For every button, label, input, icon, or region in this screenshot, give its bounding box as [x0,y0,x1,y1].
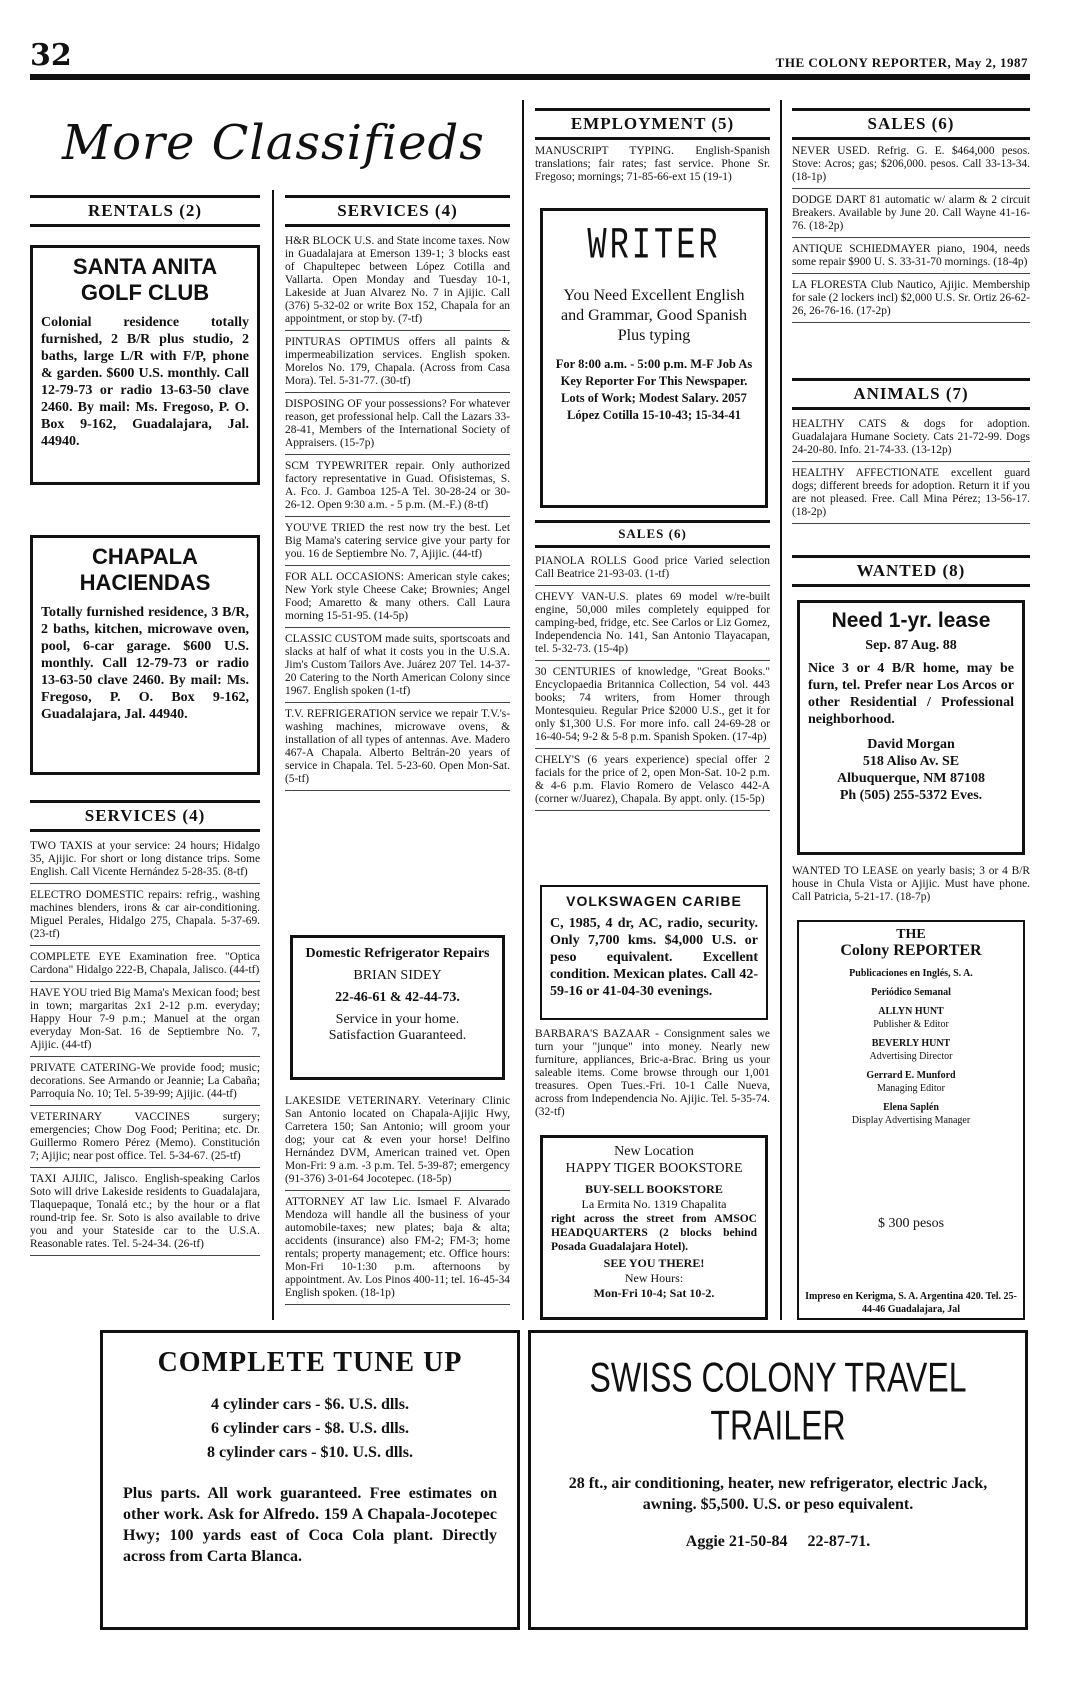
employment-ad: MANUSCRIPT TYPING. English-Spanish translations; fair rates; fast service. Phone Sr. Fregoso; mornings; 71-85-66-ext 15 (19-1) [535,145,770,183]
classified-ad: T.V. REFRIGERATION service we repair T.V.'s-washing machines, microwave ovens, & installation of all types of antennas. Ave. Madero 467-A Chapala. Alberto Beltrán-20 years of service in Chapala. Tel. 5-23-60. Open Mon-Sat. (5-tf) [285,708,510,791]
classified-ad: HAVE YOU tried Big Mama's Mexican food; best in town; margaritas 2x1 2-12 p.m. everyday; Happy Hour 7-9 p.m.; Manuel at the organ everyday Mon-Sat. 16 de Septiembre No. 7, Ajijic. (44-tf) [30,987,260,1057]
sales-head-col3: SALES (6) [535,520,770,548]
fridge-name: BRIAN SIDEY [353,968,442,983]
tiger-l6: SEE YOU THERE! [603,1256,705,1270]
services-list-col2b [285,1095,510,1320]
swiss-title1: SWISS COLONY TRAVEL [589,1353,967,1401]
classified-ad: CHEVY VAN-U.S. plates 69 model w/re-built engine, 50,000 miles completely equipped for camping-bed, fridge, etc. See Carlos or Liz Gomez, Independencia No. 141, San Antonio Tlayacapan, tel. 5-32-73. (15-4p) [535,591,770,661]
classified-ad: PINTURAS OPTIMUS offers all paints & impermeabilization services. English spoken. Morelos No. 179, Chapala. (Across from Casa Mora). Tel. 5-31-77. (30-tf) [285,336,510,393]
classified-ad: HEALTHY AFFECTIONATE excellent guard dogs; different breeds for adoption. Return it if you are not pleased. Free. Call Mina Pérez; 13-56-17. (18-2p) [792,467,1030,524]
lease-ad [797,600,1025,855]
chapala-haciendas-body: Totally furnished residence, 3 B/R, 2 baths, kitchen, microwave oven, pool, 6-car garage. $600 U.S. monthly. Call 12-79-73 or radio 13-63-50 clave 2460. By mail: Ms. Fregoso, P. O. Box 9-162, Guadalajara, Jal. 44940. [41,605,249,722]
tune-line1: 4 cylinder cars - $6. U.S. dlls. [211,1396,409,1413]
lease-title: Need 1-yr. lease [831,609,991,632]
fridge-repair-ad [290,935,505,1080]
bazaar-ad: BARBARA'S BAZAAR - Consignment sales we turn your "junque" into money. Nearly new furniture, appliances, Bric-a-Brac. Bring us your saleable items. Come browse through our 1,001 treasures. Open Tues.-Fri. 10-1 Calle Nueva, across from Independencia No. Ajijic. Tel. 5-35-74. (32-tf) [535,1028,770,1118]
mast-printed: Impreso en Kerigma, S. A. Argentina 420. Tel. 25-44-46 Guadalajara, Jal [805,1291,1017,1315]
mast-elena: Elena Saplén [883,1102,939,1113]
wanted-head: WANTED (8) [792,555,1030,587]
mast-name: Colony REPORTER [840,942,982,959]
volkswagen-ad [540,885,768,1020]
tiger-l4: La Ermita No. 1319 Chapalita [581,1197,727,1211]
classified-ad: DODGE DART 81 automatic w/ alarm & 2 circuit Breakers. Available by June 20. Call Wayne 41-16-76. (18-2p) [792,194,1030,238]
section-title: More Classifieds [62,115,485,171]
lease-phone: Ph (505) 255-5372 Eves. [839,788,983,803]
classified-ad: LAKESIDE VETERINARY. Veterinary Clinic San Antonio located on Chapala-Ajijic Hwy, Carretera 150; San Antonio; will groom your dog; your cat & even your horse! Delfino Hernández DVM, American trained vet. Open Mon-Fri: 9 a.m. -3 p.m. Tel. 5-39-87; emergency (91-376) 3-01-64 Jocotepec. (18-5p) [285,1095,510,1191]
tiger-l3: BUY-SELL BOOKSTORE [585,1182,723,1196]
classified-ad: FOR ALL OCCASIONS: American style cakes; New York style Cheese Cake; Brownies; Angel Food; Amaretto & many others. Call Laura morning 15-51-95. (14-5p) [285,571,510,628]
top-rule [30,74,1030,80]
swiss-colony-ad [528,1330,1028,1630]
mast-allyn-title: Publisher & Editor [873,1019,949,1030]
classified-ad: CHELY'S (6 years experience) special offer 2 facials for the price of 2, open Mon-Sat. 10-2 p.m. & 4-6 p.m. Flavio Romero de Velasco 442-A (corner w/Juarez), Chapala. By appt. only. (15-5p) [535,754,770,811]
rentals-head: RENTALS (2) [30,195,260,227]
classified-ad: DISPOSING OF your possessions? For whatever reason, get professional help. Call the Lazars 33-28-41, Members of the International Society of Appraisers. (15-7p) [285,398,510,455]
fridge-title: Domestic Refrigerator Repairs [305,946,490,961]
santa-anita-body: Colonial residence totally furnished, 2 B/R plus studio, 2 baths, large L/R with F/P, phone & garden. $600 U.S. monthly. Call 12-79-73 or radio 13-63-50 clave 2460. By mail: Ms. Fregoso, P. O. Box 9-162, Guadalajara, Jal. 44940. [41,315,249,449]
mast-elena-title: Display Advertising Manager [851,1115,971,1126]
mast-gerrard: Gerrard E. Munford [866,1070,956,1081]
writer-ad [540,208,768,508]
sales-list-col3 [535,555,770,880]
classified-ad: VETERINARY VACCINES surgery; emergencies; Chow Dog Food; Peritina; etc. Dr. Guillermo Romero Pérez (Memo). Constitución 7; Ajijic; near post office. Tel. 5-34-67. (25-tf) [30,1111,260,1168]
tiger-l8: Mon-Fri 10-4; Sat 10-2. [593,1286,715,1300]
column-rule [780,100,782,1320]
animals-list [792,418,1030,548]
mast-beverly-title: Advertising Director [869,1051,953,1062]
running-head: THE COLONY REPORTER, May 2, 1987 [775,55,1028,70]
classified-ad: PIANOLA ROLLS Good price Varied selection Call Beatrice 21-93-03. (1-tf) [535,555,770,586]
chapala-haciendas-title: CHAPALA HACIENDAS [79,544,211,595]
wanted-ad: WANTED TO LEASE on yearly basis; 3 or 4 B/R house in Chula Vista or Ajijic. Must have phone. Call Patricia, 5-21-17. (18-7p) [792,865,1030,903]
tiger-l5: right across the street from AMSOC HEADQUARTERS (2 blocks behind Posada Guadalajara Hotel). [551,1213,757,1253]
lease-body: Nice 3 or 4 B/R home, may be furn, tel. Prefer near Los Arcos or other Residential / Professional neighborhood. [808,661,1014,727]
tune-body: Plus parts. All work guaranteed. Free estimates on other work. Ask for Alfredo. 159 A Chapala-Jocotepec Hwy; 100 yards east of Coca Cola plant. Directly across from Carta Blanca. [123,1485,497,1565]
page-number: 32 [30,38,72,73]
complete-tune-up-ad [100,1330,520,1630]
mast-allyn: ALLYN HUNT [878,1006,944,1017]
lease-addr1: 518 Aliso Av. SE [862,754,960,769]
writer-lines: You Need Excellent English and Grammar, Good Spanish Plus typing [561,287,747,344]
services-head-col1: SERVICES (4) [30,800,260,832]
classified-ad: HEALTHY CATS & dogs for adoption. Guadalajara Humane Society. Cats 21-72-99. Dogs 24-20-80. Info. 21-74-33. (13-12p) [792,418,1030,462]
mast-the: THE [896,927,926,942]
tiger-l1: New Location [614,1144,694,1159]
lease-addr2: Albuquerque, NM 87108 [837,771,985,786]
classified-ad: NEVER USED. Refrig. G. E. $464,000 pesos. Stove: Acros; gas; $206,000. pesos. Call 33-13-34. (18-1p) [792,145,1030,189]
column-rule [522,100,524,1320]
colony-reporter-masthead [797,920,1025,1320]
fridge-phone: 22-46-61 & 42-44-73. [335,990,460,1005]
classified-ad: PRIVATE CATERING-We provide food; music; decorations. See Armando or Jeannie; La Cabaña; Parroquia No. 10; Tel. 5-39-99; Ajijic. (44-tf) [30,1062,260,1106]
classified-ad: H&R BLOCK U.S. and State income taxes. Now in Guadalajara at Emerson 139-1; 3 blocks east of Chapultepec between López Cotilla and Vallarta. Open Monday and Tuesday 10-1, Lakeside at Juan Alvarez No. 7 in Ajijic. Call (376) 5-32-02 or write Box 152, Chapala for an appointment, or stop by. (7-tf) [285,235,510,331]
tune-title: COMPLETE TUNE UP [157,1347,463,1378]
fridge-body: Service in your home. Satisfaction Guaranteed. [328,1012,467,1043]
classified-ad: ATTORNEY AT law Lic. Ismael F. Alvarado Mendoza will handle all the business of your automobile-taxes; new plates; baja & alta; accidents (insurance) also FM-2; FM-3; home rentals; property management; etc. Office hours: Mon-Fri 10-1:30 p.m. afternoons by appointment. Av. Los Pinos 400-11; tel. 16-45-34 English spoken. (18-1p) [285,1196,510,1305]
swiss-body: 28 ft., air conditioning, heater, new refrigerator, electric Jack, awning. $5,500. U.S. or peso equivalent. [568,1475,988,1513]
classified-ad: TWO TAXIS at your service: 24 hours; Hidalgo 35, Ajijic. For short or long distance trips. Some English. Call Vicente Hernández 5-28-35. (8-tf) [30,840,260,884]
vw-body: C, 1985, 4 dr, AC, radio, security. Only 7,700 kms. $4,000 U.S. or peso equivalent. Excellent condition. Mexican plates. Call 42-59-16 or 41-04-30 evenings. [550,916,758,999]
animals-head: ANIMALS (7) [792,378,1030,410]
mast-gerrard-title: Managing Editor [876,1083,946,1094]
classified-ad: COMPLETE EYE Examination free. "Optica Cardona" Hidalgo 222-B, Chapala, Jalisco. (44-tf) [30,951,260,982]
classified-ad: 30 CENTURIES of knowledge, "Great Books." Encyclopaedia Britannica Collection, 54 vol. 443 books; 74 writers, from Homer through Montesquieu. Regular Price $2000 U.S., get it for only $1,300 U.S. For more info. call 24-69-28 or 16-40-54; 9-2 & 5-8 p.m. Spanish Spoken. (17-4p) [535,666,770,749]
vw-head: VOLKSWAGEN CARIBE [566,893,742,909]
classified-ad: YOU'VE TRIED the rest now try the best. Let Big Mama's catering service give your party for you. 16 de Septiembre No. 7, Ajijic. (44-tf) [285,522,510,566]
classified-ad: SCM TYPEWRITER repair. Only authorized factory representative in Guad. Ofisistemas, S. A. Fco. J. Gamboa 125-A Tel. 30-28-24 or 30-26-12. Open 9:30 a.m. - 5 p.m. (M.-F.) (8-tf) [285,460,510,517]
classified-ad: CLASSIC CUSTOM made suits, sportscoats and slacks at half of what it costs you in the U.S.A. Jim's Custom Tailors Ave. Juárez 207 Tel. 14-37-20 Catering to the North American Colony since 1967. English spoken (1-tf) [285,633,510,703]
column-rule [272,190,274,1320]
classified-ad: ANTIQUE SCHIEDMAYER piano, 1904, needs some repair $900 U. S. 33-31-70 mornings. (18-4p) [792,243,1030,274]
writer-title: WRITER [587,219,721,272]
tiger-l7: New Hours: [624,1271,684,1285]
classified-ad: LA FLORESTA Club Nautico, Ajijic. Membership for sale (2 lockers incl) $2,000 U.S. Sr. Ortiz 26-62-26, 26-76-16. (17-2p) [792,279,1030,323]
santa-anita-title: SANTA ANITA GOLF CLUB [72,254,218,305]
mast-per: Periódico Semanal [871,987,951,998]
tune-line3: 8 cylinder cars - $10. U.S. dlls. [207,1444,413,1461]
mast-pub: Publicaciones en Inglés, S. A. [849,968,973,979]
classified-ad: TAXI AJIJIC, Jalisco. English-speaking Carlos Soto will drive Lakeside residents to Guadalajara, Tlaquepaque, Tonalá etc.; by the hour or a flat round-trip fee. Sr. Soto is also available to drive you and your Stateside car to the U.S.A. Reasonable rates. Tel. 5-24-34. (26-tf) [30,1173,260,1256]
lease-name: David Morgan [867,737,955,752]
sales-list-col4 [792,145,1030,370]
writer-details: For 8:00 a.m. - 5:00 p.m. M-F Job As Key Reporter For This Newspaper. Lots of Work; Modest Salary. 2057 López Cotilla 15-10-43; 15-34-41 [555,357,753,422]
employment-head: EMPLOYMENT (5) [535,108,770,140]
services-list-col1 [30,840,260,1310]
swiss-title2: TRAILER [710,1401,846,1449]
santa-anita-ad [30,245,260,485]
happy-tiger-ad [540,1135,768,1320]
lease-dates: Sep. 87 Aug. 88 [865,638,957,653]
classified-ad: ELECTRO DOMESTIC repairs: refrig., washing machines blenders, irons & car air-conditioning. Miguel Perales, Hidalgo 275, Chapala. 5-37-69. (23-tf) [30,889,260,946]
mast-beverly: BEVERLY HUNT [871,1038,951,1049]
mast-price: $ 300 pesos [877,1216,945,1231]
chapala-haciendas-ad [30,535,260,775]
swiss-contact: Aggie 21-50-84 22-87-71. [685,1533,871,1550]
services-list-col2 [285,235,510,920]
tiger-l2: HAPPY TIGER BOOKSTORE [565,1161,743,1176]
tune-line2: 6 cylinder cars - $8. U.S. dlls. [211,1420,409,1437]
sales-head-col4: SALES (6) [792,108,1030,140]
services-head-col2: SERVICES (4) [285,195,510,227]
